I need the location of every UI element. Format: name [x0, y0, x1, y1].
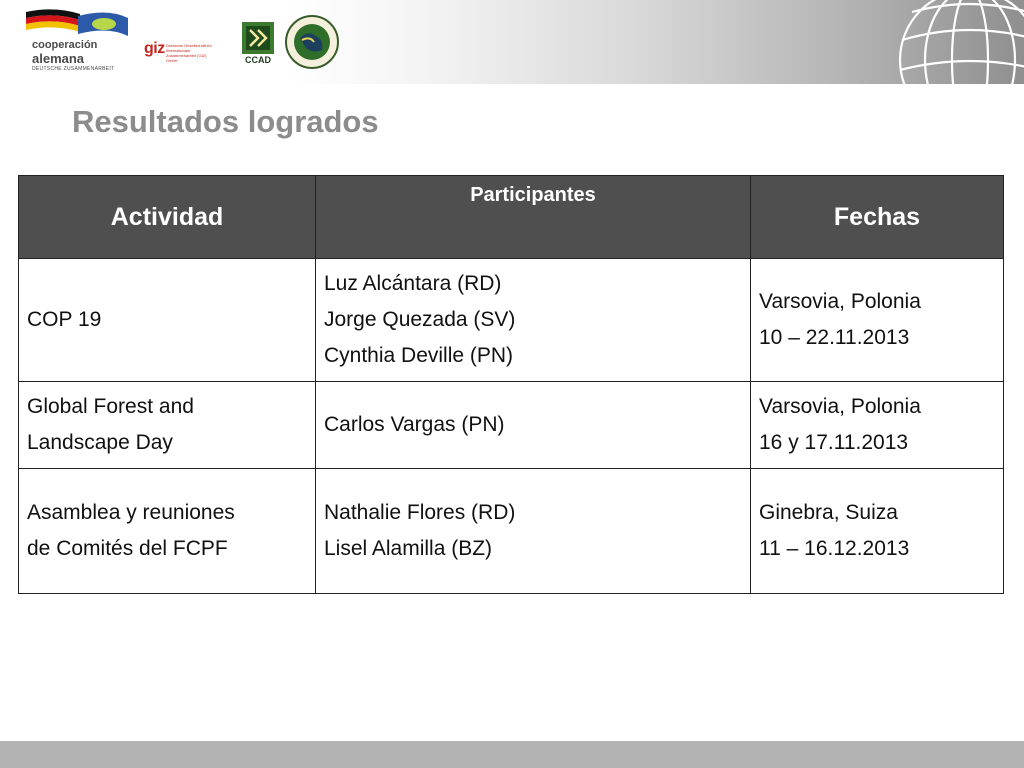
giz-logo — [144, 40, 212, 64]
cooperacion-alemana-logo — [24, 8, 136, 74]
event-dates: 11 – 16.12.2013 — [759, 537, 910, 560]
header-participantes: Participantes — [316, 176, 751, 259]
cell-text: Landscape Day — [27, 431, 173, 454]
ccad-logo — [242, 22, 274, 66]
cell-participantes — [316, 469, 751, 594]
cell-participantes — [316, 382, 751, 469]
cell-actividad — [19, 259, 316, 382]
participant-name: Jorge Quezada (SV) — [324, 308, 516, 331]
giz-word: giz — [144, 40, 165, 57]
table-row — [19, 259, 1004, 382]
giz-fineprint: Deutsche Gesellschaft für Internationale Zusammenarbeit (GIZ) GmbH — [166, 43, 212, 63]
logo-text-deutsche: DEUTSCHE ZUSAMMENARBEIT — [32, 66, 115, 72]
logo-text-alemana: alemana — [32, 51, 85, 66]
globe-icon — [890, 0, 1024, 84]
page-title: Resultados logrados — [72, 104, 379, 139]
ccad-mark-icon — [242, 22, 274, 54]
participant-name: Carlos Vargas (PN) — [324, 413, 505, 436]
header-actividad: Actividad — [19, 176, 316, 259]
table-row — [19, 469, 1004, 594]
table-row — [19, 382, 1004, 469]
participant-name: Luz Alcántara (RD) — [324, 272, 502, 295]
seal-logo-icon — [284, 10, 340, 72]
cell-fechas — [751, 469, 1004, 594]
ccad-label: CCAD — [245, 55, 271, 65]
participant-name: Cynthia Deville (PN) — [324, 344, 514, 367]
participant-name: Lisel Alamilla (BZ) — [324, 537, 493, 560]
flag-icon — [24, 8, 136, 40]
footer-bar — [0, 741, 1024, 768]
cell-participantes — [316, 259, 751, 382]
event-dates: 10 – 22.11.2013 — [759, 326, 910, 349]
header-band — [0, 0, 1024, 84]
table-header-row — [19, 176, 1004, 259]
cell-fechas — [751, 382, 1004, 469]
results-table — [18, 175, 1004, 594]
cell-text: de Comités del FCPF — [27, 537, 228, 560]
logo-text-cooperacion: cooperación — [32, 39, 98, 51]
header-fechas: Fechas — [751, 176, 1004, 259]
participant-name: Nathalie Flores (RD) — [324, 501, 516, 524]
cell-text: COP 19 — [27, 308, 102, 331]
event-location: Ginebra, Suiza — [759, 501, 898, 524]
cell-fechas — [751, 259, 1004, 382]
cell-text: Asamblea y reuniones — [27, 501, 235, 524]
cell-actividad — [19, 469, 316, 594]
event-location: Varsovia, Polonia — [759, 395, 921, 418]
event-location: Varsovia, Polonia — [759, 290, 921, 313]
event-dates: 16 y 17.11.2013 — [759, 431, 909, 454]
cell-text: Global Forest and — [27, 395, 194, 418]
cell-actividad — [19, 382, 316, 469]
